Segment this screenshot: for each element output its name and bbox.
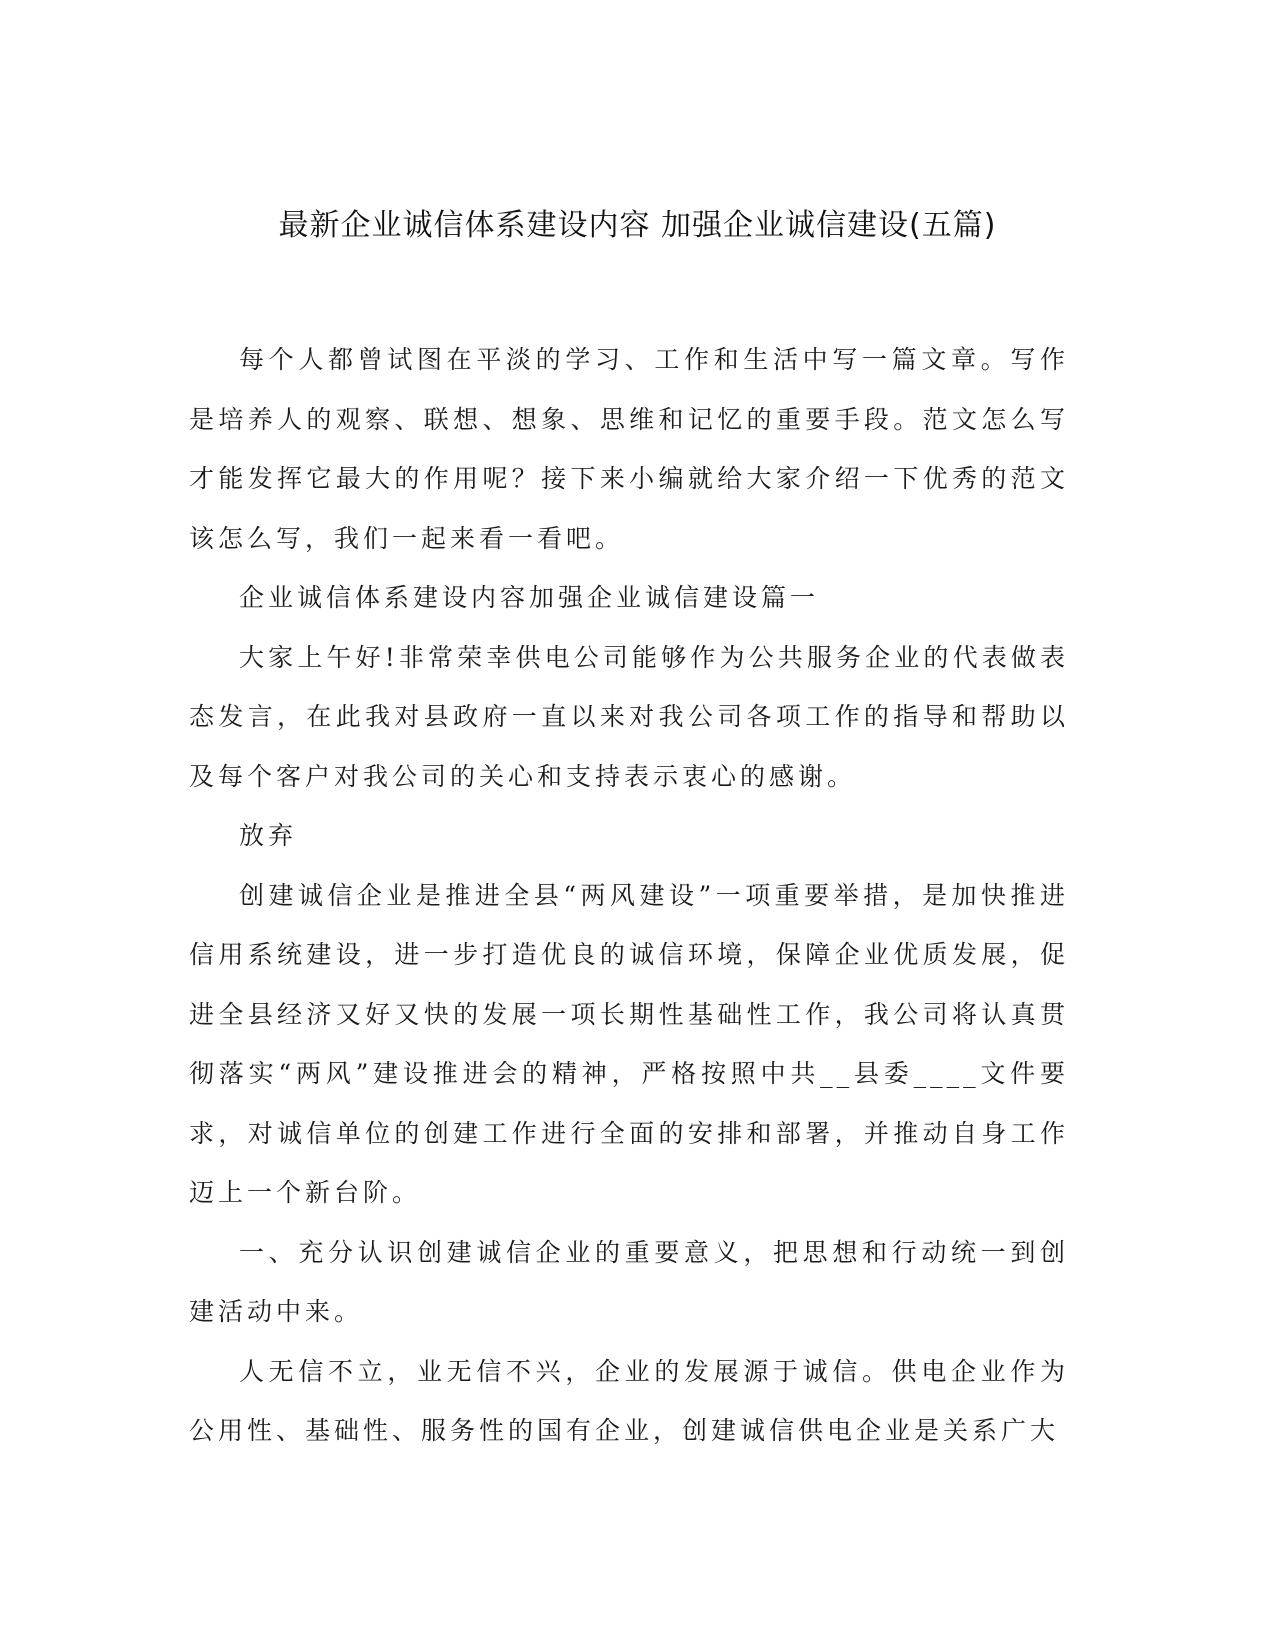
numbered-heading: 一、充分认识创建诚信企业的重要意义，把思想和行动统一到创建活动中来。 bbox=[189, 1237, 1069, 1326]
document-title: 最新企业诚信体系建设内容 加强企业诚信建设(五篇) bbox=[278, 208, 997, 243]
document-body bbox=[189, 330, 1069, 1461]
greeting-paragraph: 大家上午好!非常荣幸供电公司能够作为公共服务企业的代表做表态发言，在此我对县政府一直以来对我公司各项工作的指导和帮助以及每个客户对我公司的关心和支持表示衷心的感谢。 bbox=[189, 642, 1069, 791]
body-paragraph: 人无信不立，业无信不兴，企业的发展源于诚信。供电企业作为公用性、基础性、服务性的国有企业，创建诚信供电企业是关系广大 bbox=[189, 1356, 1069, 1445]
body-paragraph: 创建诚信企业是推进全县“两风建设”一项重要举措，是加快推进信用系统建设，进一步打造优良的诚信环境，保障企业优质发展，促进全县经济又好又快的发展一项长期性基础性工作，我公司将认真贯彻落实“两风”建设推进会的精神，严格按照中共__县委____文件要求，对诚信单位的创建工作进行全面的安排和部署，并推动自身工作迈上一个新台阶。 bbox=[189, 880, 1069, 1207]
section-heading: 企业诚信体系建设内容加强企业诚信建设篇一 bbox=[239, 583, 820, 612]
short-paragraph: 放弃 bbox=[239, 821, 298, 850]
intro-paragraph: 每个人都曾试图在平淡的学习、工作和生活中写一篇文章。写作是培养人的观察、联想、想象、思维和记忆的重要手段。范文怎么写才能发挥它最大的作用呢？接下来小编就给大家介绍一下优秀的范文该怎么写，我们一起来看一看吧。 bbox=[189, 345, 1069, 553]
